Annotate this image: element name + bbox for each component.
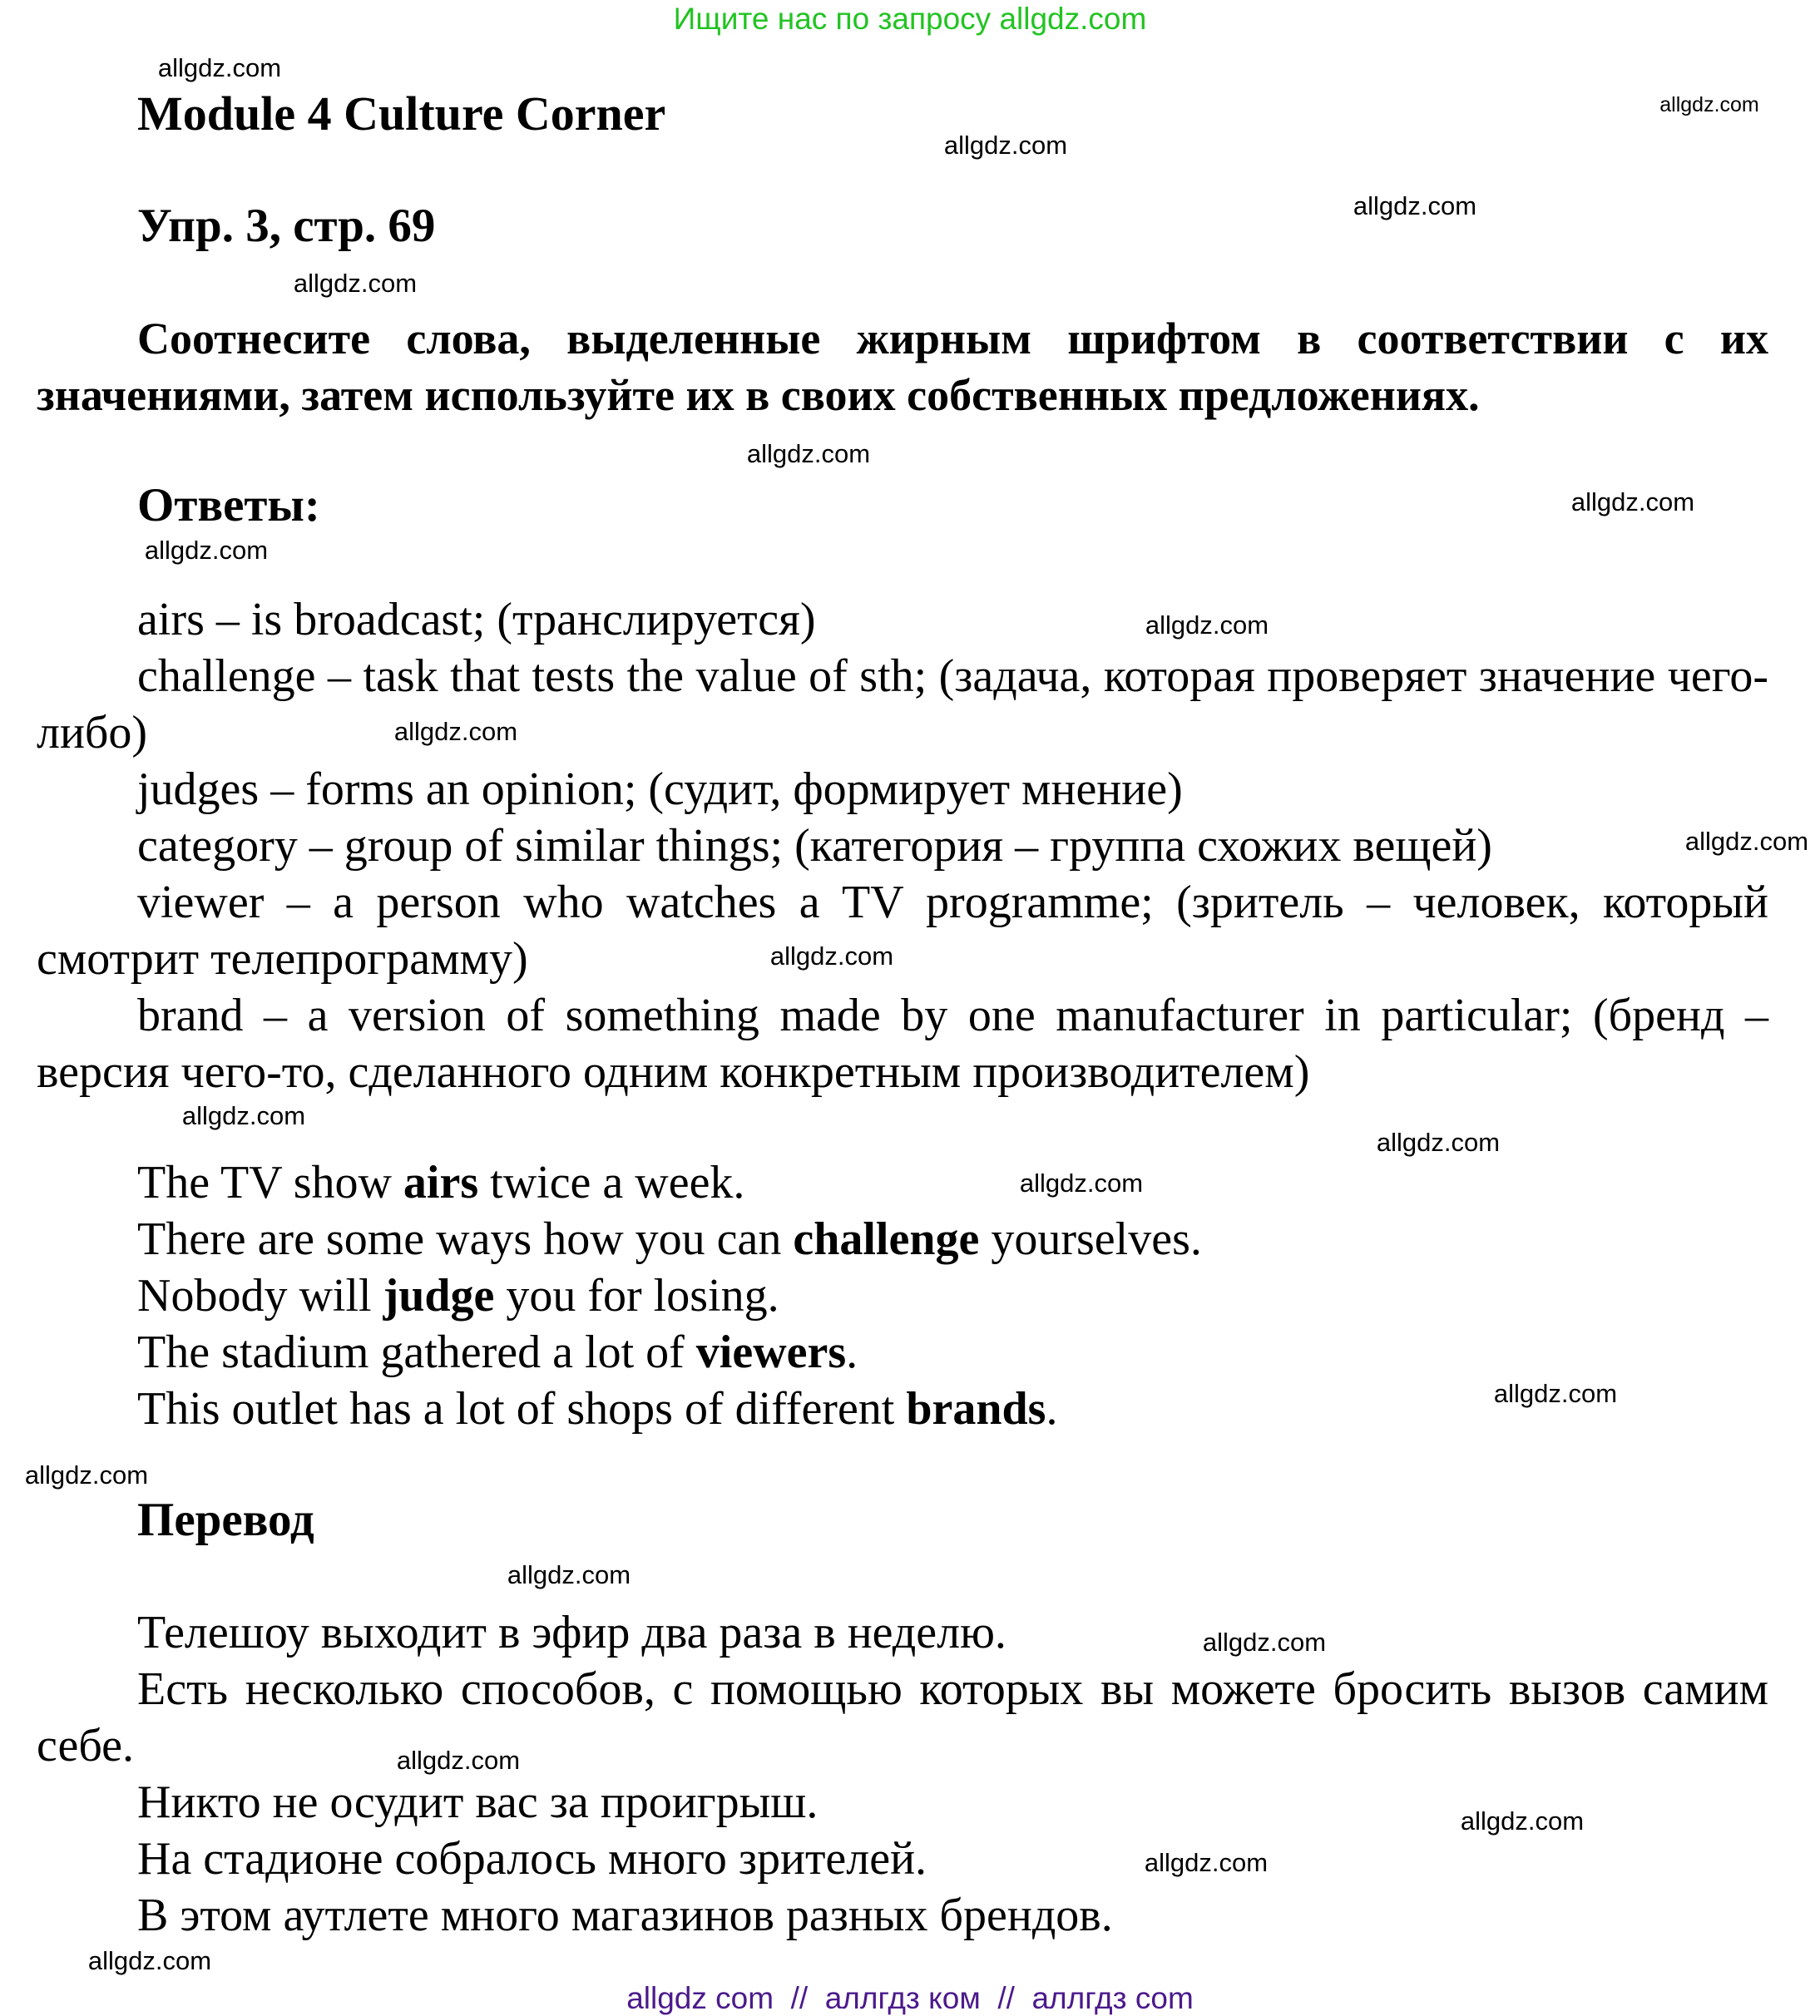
definition-item: brand – a version of something made by one manufacturer in particular; (бренд – версия чего-то, сделанного одним конкретным производителем) — [37, 990, 1768, 1098]
translation-item: Телешоу выходит в эфир два раза в неделю. — [137, 1607, 1006, 1658]
watermark: allgdz.com — [1019, 1169, 1144, 1198]
sentence-item: Nobody will judge you for losing. — [137, 1270, 779, 1322]
watermark: allgdz.com — [1493, 1379, 1618, 1408]
watermark: allgdz.com — [1684, 827, 1809, 856]
definition-item: judges – forms an opinion; (судит, формирует мнение) — [137, 763, 1183, 815]
definition-item: airs – is broadcast; (транслируется) — [137, 594, 816, 645]
watermark: allgdz.com — [393, 717, 518, 746]
definition-item: viewer – a person who watches a TV programme; (зритель – человек, который смотрит телепрограмму) — [37, 877, 1768, 985]
sentence-item: The stadium gathered a lot of viewers. — [137, 1327, 858, 1378]
translation-item: На стадионе собралось много зрителей. — [137, 1833, 927, 1885]
watermark: allgdz.com — [1659, 93, 1759, 116]
page-title: Module 4 Culture Corner — [137, 86, 666, 141]
footer-links: allgdz com // аллгдз ком // аллгдз com — [626, 1981, 1194, 2015]
watermark: allgdz.com — [1570, 487, 1695, 516]
watermark: allgdz.com — [1460, 1806, 1585, 1836]
watermark: allgdz.com — [24, 1460, 149, 1490]
watermark: allgdz.com — [1145, 610, 1269, 640]
watermark: allgdz.com — [181, 1101, 306, 1130]
search-banner: Ищите нас по запросу allgdz.com — [673, 2, 1147, 36]
sentence-item: This outlet has a lot of shops of different brands. — [137, 1383, 1058, 1435]
definition-item: challenge – task that tests the value of sth; (задача, которая проверяет значение чего-либо) — [37, 650, 1768, 758]
translation-item: Есть несколько способов, с помощью которых вы можете бросить вызов самим себе. — [37, 1663, 1768, 1771]
translation-item: В этом аутлете много магазинов разных брендов. — [137, 1890, 1113, 1941]
watermark: allgdz.com — [1202, 1628, 1327, 1657]
definition-item: category – group of similar things; (категория – группа схожих вещей) — [137, 820, 1492, 872]
sentence-item: There are some ways how you can challenge yourselves. — [137, 1213, 1202, 1265]
watermark: allgdz.com — [87, 1946, 212, 1975]
sentence-item: The TV show airs twice a week. — [137, 1157, 745, 1208]
watermark: allgdz.com — [144, 536, 269, 565]
watermark: allgdz.com — [1353, 191, 1477, 220]
instruction-text: Соотнесите слова, выделенные жирным шрифтом в соответствии с их значениями, затем используйте их в своих собственных предложениях. — [37, 314, 1768, 420]
watermark: allgdz.com — [507, 1560, 631, 1589]
watermark: allgdz.com — [746, 439, 871, 468]
instruction — [37, 310, 1768, 423]
watermark: allgdz.com — [769, 941, 894, 971]
translation-heading: Перевод — [137, 1494, 314, 1546]
watermark: allgdz.com — [157, 53, 282, 82]
watermark: allgdz.com — [1144, 1848, 1269, 1877]
definitions-list — [37, 591, 1768, 1100]
watermark: allgdz.com — [943, 131, 1068, 160]
watermark: allgdz.com — [396, 1746, 521, 1775]
translation-item: Никто не осудит вас за проигрыш. — [137, 1776, 819, 1828]
exercise-heading: Упр. 3, стр. 69 — [137, 200, 436, 252]
answers-heading: Ответы: — [137, 479, 320, 531]
watermark: allgdz.com — [293, 269, 418, 298]
watermark: allgdz.com — [1376, 1128, 1501, 1157]
translations-list — [37, 1604, 1768, 1944]
